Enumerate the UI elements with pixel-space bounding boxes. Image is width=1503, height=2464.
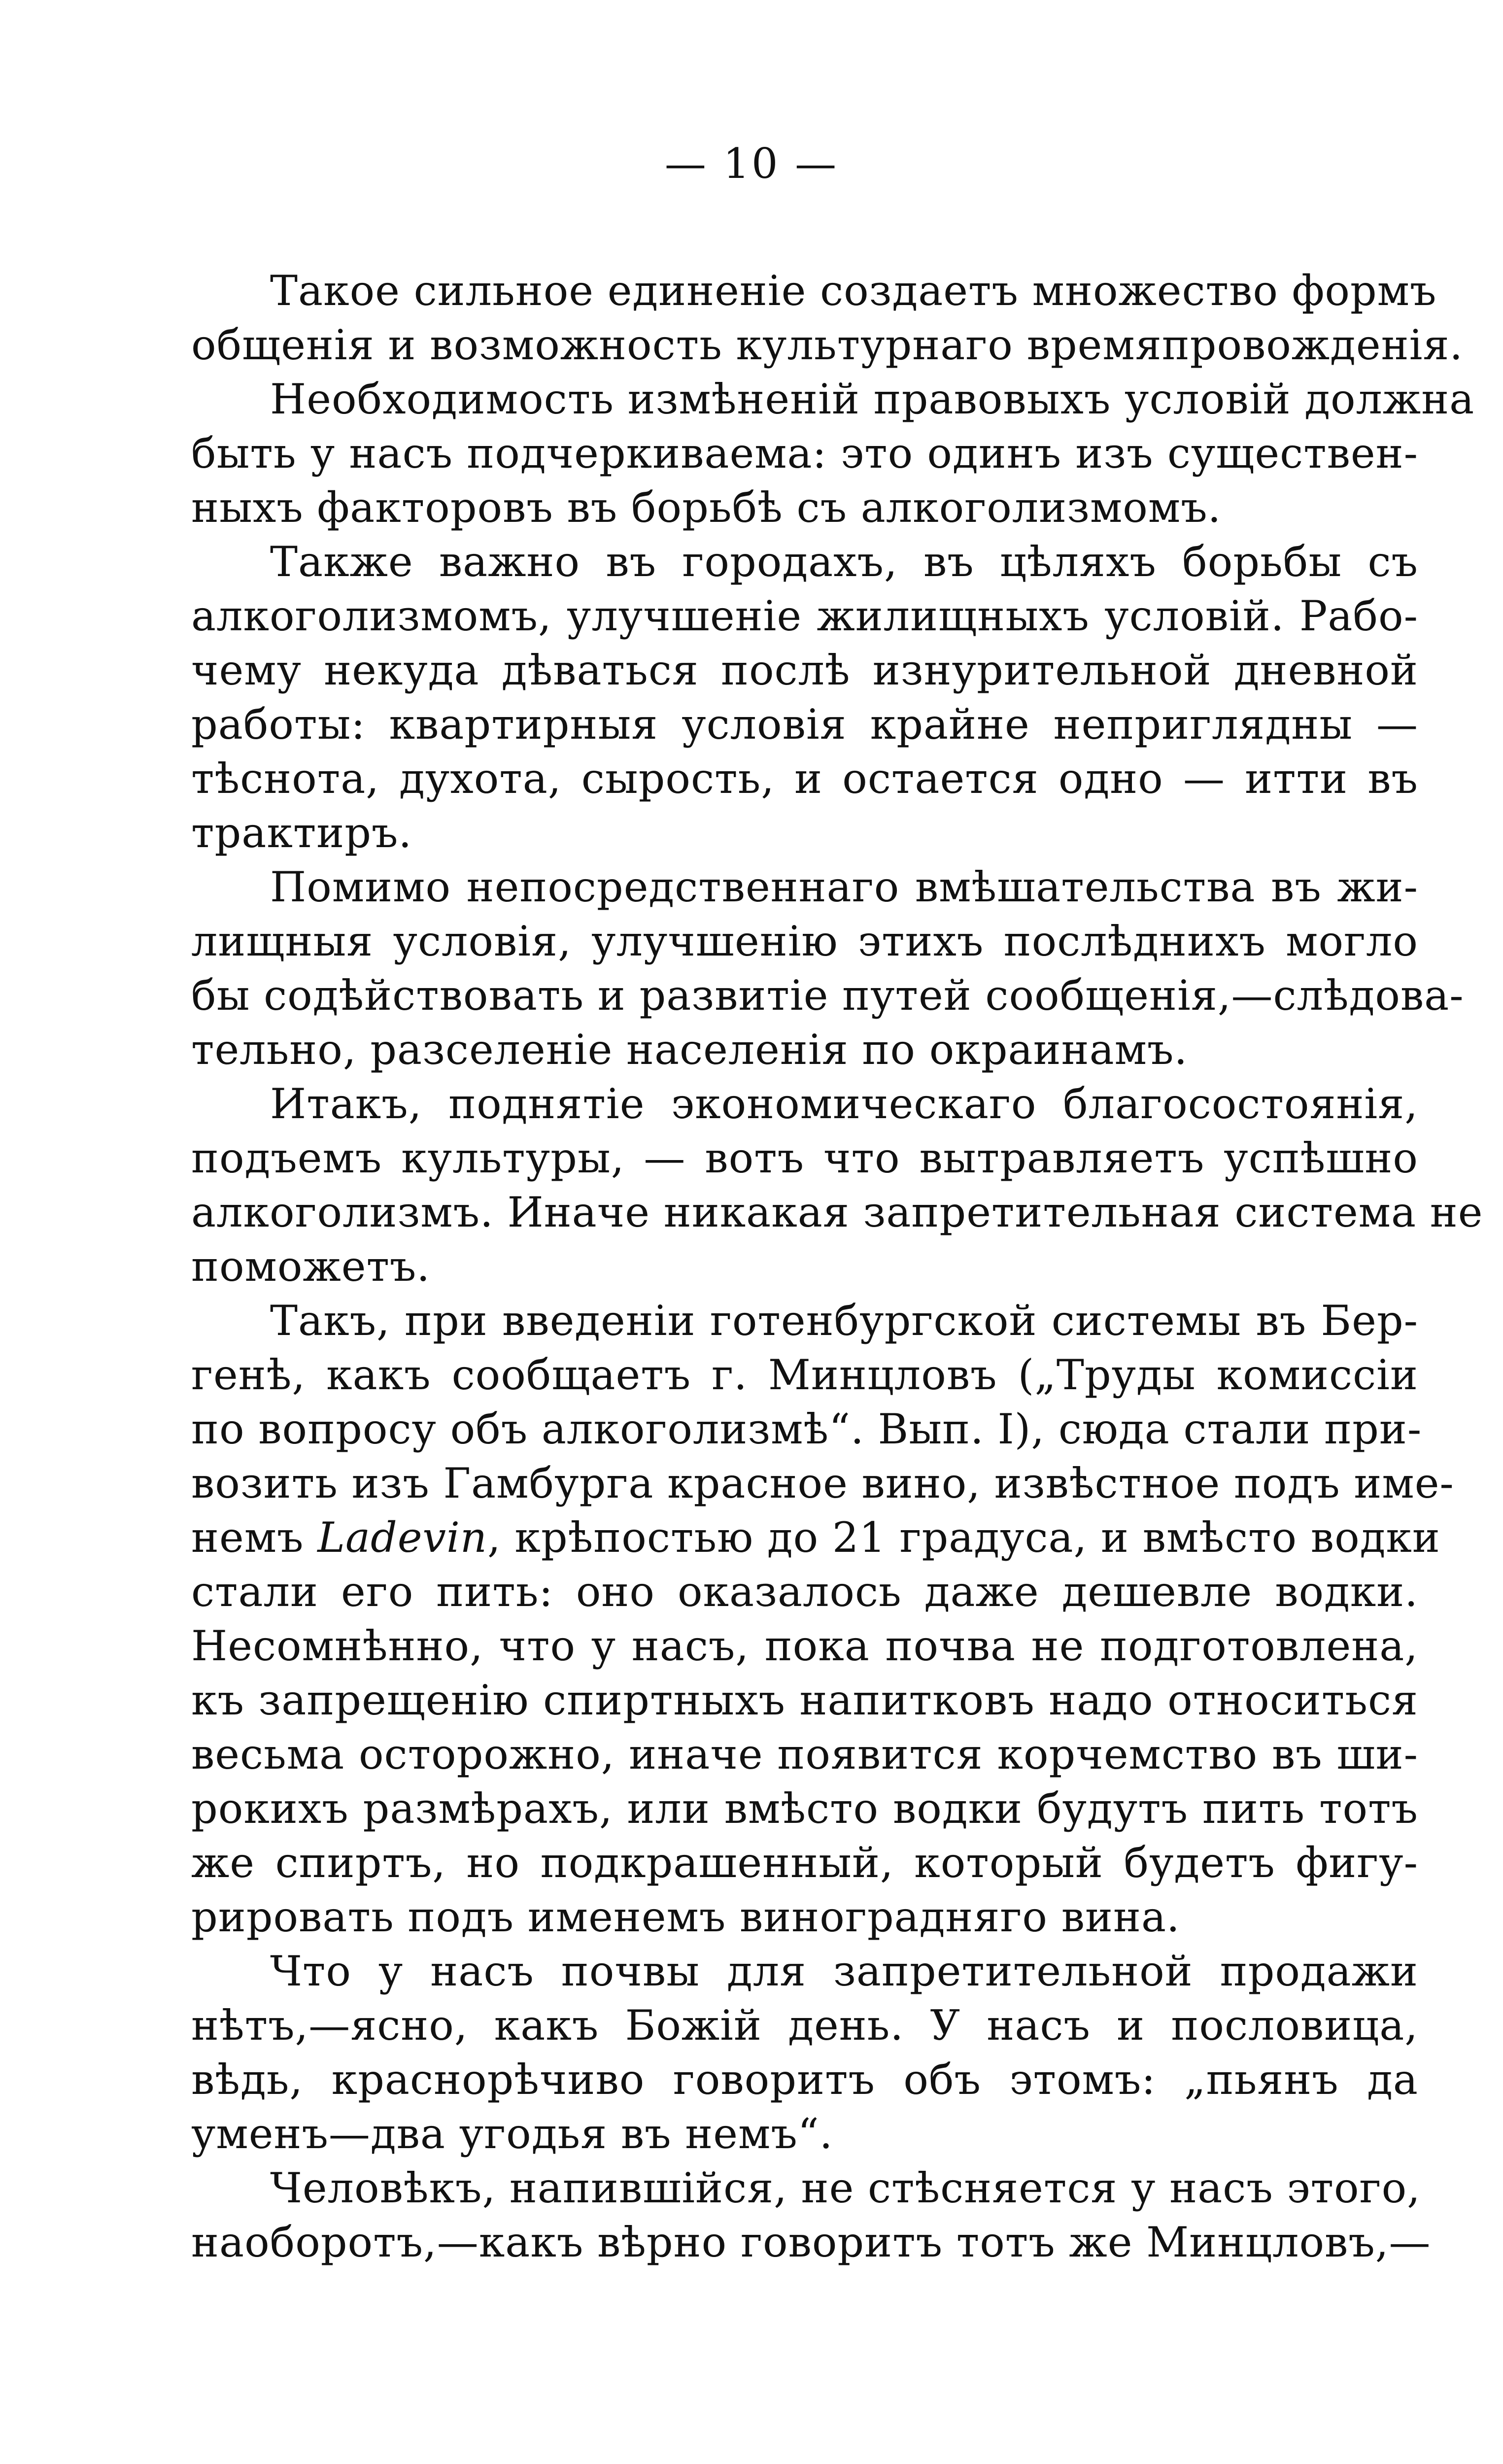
text-line: къ запрещенiю спиртныхъ напитковъ надо относиться	[191, 1676, 1418, 1724]
text-line: поможетъ.	[191, 1242, 431, 1291]
text-line: Помимо непосредственнаго вмѣшательства въ жи-	[270, 863, 1418, 911]
text-line: Необходимость измѣненiй правовыхъ условiй должна	[270, 375, 1475, 423]
text-line: по вопросу объ алкоголизмѣ“. Вып. I), сюда стали при-	[191, 1405, 1422, 1453]
italic-term: Ladevin	[317, 1513, 487, 1562]
paragraph	[191, 2161, 1431, 2269]
page-number: — 10 —	[664, 139, 839, 188]
body-text	[191, 264, 1483, 2269]
text-line: генѣ, какъ сообщаетъ г. Минцловъ („Труды комиссiи	[191, 1351, 1418, 1399]
text-run: , крѣпостью до 21 градуса, и вмѣсто водки	[487, 1513, 1440, 1562]
text-line: трактиръ.	[191, 809, 412, 857]
paragraph	[191, 1944, 1418, 2161]
text-line: вѣдь, краснорѣчиво говоритъ объ этомъ: „пьянъ да	[191, 2055, 1418, 2104]
paragraph	[191, 1294, 1454, 1944]
text-line: же спиртъ, но подкрашенный, который будетъ фигу-	[191, 1839, 1418, 1887]
text-line: Такъ, при введенiи готенбургской системы въ Бер-	[270, 1297, 1418, 1345]
text-line: работы: квартирныя условiя крайне неприглядны —	[191, 700, 1418, 749]
text-line: Человѣкъ, напившiйся, не стѣсняется у насъ этого,	[270, 2164, 1421, 2212]
text-line: алкоголизмъ. Иначе никакая запретительная система не	[191, 1188, 1483, 1236]
text-line	[191, 1510, 1440, 1565]
text-line: рировать подъ именемъ виноградняго вина.	[191, 1893, 1180, 1941]
text-line: ныхъ факторовъ въ борьбѣ съ алкоголизмомъ.	[191, 483, 1222, 532]
paragraph	[191, 1077, 1483, 1294]
text-line: Несомнѣнно, что у насъ, пока почва не подготовлена,	[191, 1622, 1418, 1670]
text-line: Такое сильное единенiе создаетъ множество формъ	[270, 267, 1437, 315]
text-line: тельно, разселенiе населенiя по окраинамъ.	[191, 1026, 1188, 1074]
text-line: алкоголизмомъ, улучшенiе жилищныхъ условiй. Рабо-	[191, 592, 1418, 640]
text-line: нѣтъ,—ясно, какъ Божiй день. У насъ и пословица,	[191, 2001, 1418, 2050]
text-line: чему некуда дѣваться послѣ изнурительной дневной	[191, 646, 1418, 694]
text-line: наоборотъ,—какъ вѣрно говоритъ тотъ же Минцловъ,—	[191, 2218, 1431, 2266]
text-line: общенiя и возможность культурнаго времяпровожденiя.	[191, 321, 1464, 369]
text-line: Итакъ, поднятiе экономическаго благосостоянiя,	[270, 1080, 1418, 1128]
text-line: весьма осторожно, иначе появится корчемство въ ши-	[191, 1730, 1418, 1779]
text-run: немъ	[191, 1513, 318, 1562]
text-line: лищныя условiя, улучшенiю этихъ послѣднихъ могло	[191, 917, 1418, 965]
text-line: возить изъ Гамбурга красное вино, извѣстное подъ име-	[191, 1459, 1454, 1507]
text-line: стали его пить: оно оказалось даже дешевле водки.	[191, 1568, 1418, 1616]
text-line: Что у насъ почвы для запретительной продажи	[270, 1947, 1418, 1995]
text-line: уменъ—два угодья въ немъ“.	[191, 2110, 833, 2158]
text-line: рокихъ размѣрахъ, или вмѣсто водки будутъ пить тотъ	[191, 1784, 1418, 1833]
paragraph	[191, 372, 1475, 535]
text-line: тѣснота, духота, сырость, и остается одно — итти въ	[191, 754, 1418, 803]
paragraph	[191, 264, 1464, 372]
text-line: бы содѣйствовать и развитiе путей сообщенiя,—слѣдова-	[191, 971, 1464, 1020]
paragraph	[191, 535, 1418, 860]
paragraph	[191, 860, 1464, 1077]
text-line: подъемъ культуры, — вотъ что вытравляетъ успѣшно	[191, 1134, 1418, 1182]
text-line: быть у насъ подчеркиваема: это одинъ изъ существен-	[191, 429, 1418, 478]
text-line: Также важно въ городахъ, въ цѣляхъ борьбы съ	[270, 538, 1418, 586]
